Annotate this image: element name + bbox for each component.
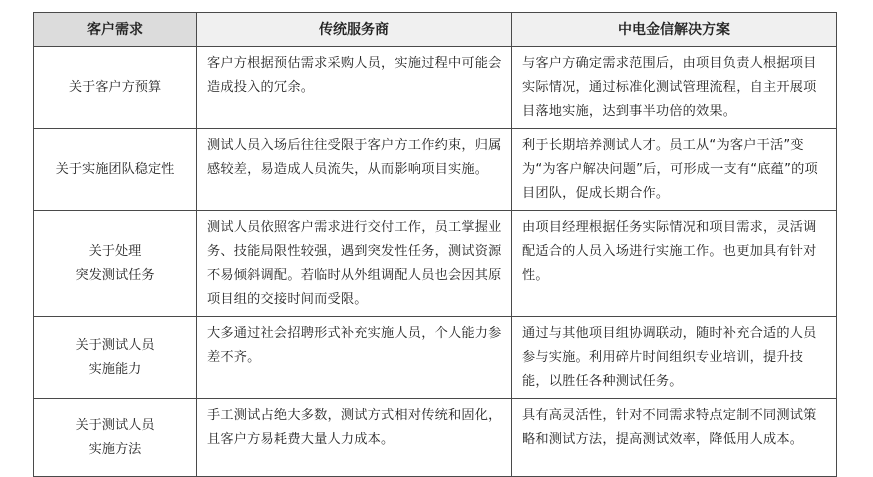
topic-text: 关于实施团队稳定性 bbox=[55, 161, 175, 177]
table-row bbox=[34, 129, 837, 211]
solution-cell: 具有高灵活性，针对不同需求特点定制不同测试策略和测试方法，提高测试效率，降低用人成本。 bbox=[512, 399, 837, 477]
topic-cell bbox=[34, 317, 197, 399]
traditional-cell: 大多通过社会招聘形式补充实施人员，个人能力参差不齐。 bbox=[197, 317, 512, 399]
solution-cell: 由项目经理根据任务实际情况和项目需求，灵活调配适合的人员入场进行实施工作。也更加具有针对性。 bbox=[512, 211, 837, 317]
header-solution: 中电金信解决方案 bbox=[512, 13, 837, 47]
topic-cell bbox=[34, 399, 197, 477]
comparison-table bbox=[33, 12, 837, 477]
topic-text: 实施方法 bbox=[88, 441, 142, 457]
topic-cell bbox=[34, 47, 197, 129]
traditional-cell: 手工测试占绝大多数，测试方式相对传统和固化，且客户方易耗费大量人力成本。 bbox=[197, 399, 512, 477]
table-row bbox=[34, 47, 837, 129]
header-row bbox=[34, 13, 837, 47]
topic-text: 关于处理 bbox=[88, 243, 142, 259]
header-traditional-provider: 传统服务商 bbox=[197, 13, 512, 47]
solution-cell: 通过与其他项目组协调联动，随时补充合适的人员参与实施。利用碎片时间组织专业培训，提升技能，以胜任各种测试任务。 bbox=[512, 317, 837, 399]
table-row bbox=[34, 317, 837, 399]
topic-text: 关于客户方预算 bbox=[68, 79, 162, 95]
solution-cell: 利于长期培养测试人才。员工从“为客户干活”变为“为客户解决问题”后，可形成一支有“底蕴”的项目团队，促成长期合作。 bbox=[512, 129, 837, 211]
table-row bbox=[34, 399, 837, 477]
topic-cell bbox=[34, 129, 197, 211]
table-row bbox=[34, 211, 837, 317]
comparison-table-container bbox=[33, 12, 836, 477]
traditional-cell: 测试人员依照客户需求进行交付工作，员工掌握业务、技能局限性较强，遇到突发性任务，测试资源不易倾斜调配。若临时从外组调配人员也会因其原项目组的交接时间而受限。 bbox=[197, 211, 512, 317]
topic-text: 关于测试人员 bbox=[75, 417, 155, 433]
topic-text: 关于测试人员 bbox=[75, 337, 155, 353]
header-customer-needs: 客户需求 bbox=[34, 13, 197, 47]
topic-text: 突发测试任务 bbox=[75, 267, 155, 283]
topic-text: 实施能力 bbox=[88, 361, 142, 377]
solution-cell: 与客户方确定需求范围后，由项目负责人根据项目实际情况，通过标准化测试管理流程，自主开展项目落地实施，达到事半功倍的效果。 bbox=[512, 47, 837, 129]
traditional-cell: 客户方根据预估需求采购人员，实施过程中可能会造成投入的冗余。 bbox=[197, 47, 512, 129]
topic-cell bbox=[34, 211, 197, 317]
traditional-cell: 测试人员入场后往往受限于客户方工作约束，归属感较差，易造成人员流失，从而影响项目实施。 bbox=[197, 129, 512, 211]
